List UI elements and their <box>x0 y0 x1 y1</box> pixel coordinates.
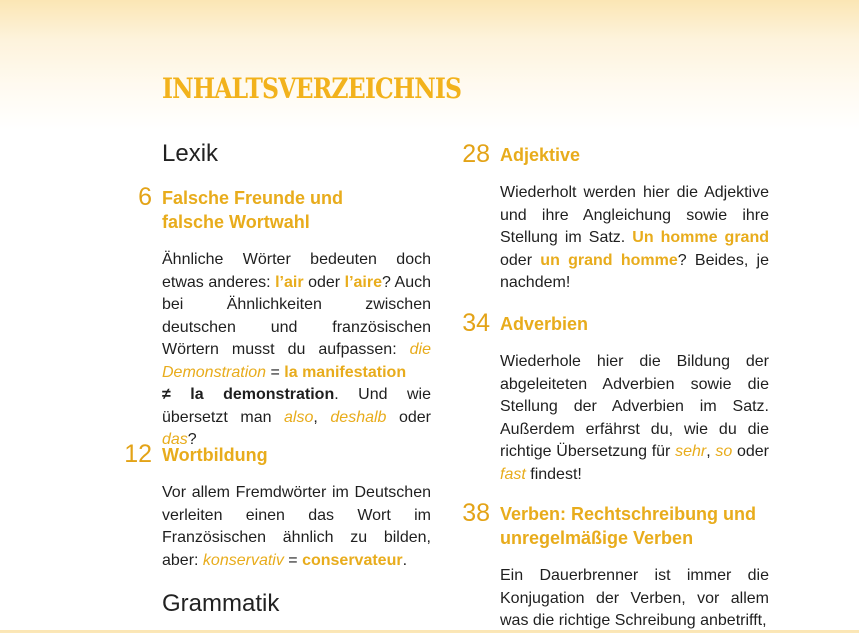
example-term-italic: sehr <box>675 443 707 460</box>
text-run: = <box>266 363 285 381</box>
entry-heading <box>500 502 769 550</box>
text-run: Wiederholt werden hier die Adjektive und ihre Angleichung sowie ihre Stellung im Satz. <box>500 184 769 246</box>
text-run: , <box>313 408 331 426</box>
page-number: 38 <box>462 499 490 527</box>
entry-heading-line: Falsche Freunde und <box>162 188 344 208</box>
text-run: Wiederhole hier die Bildung der abgeleiteten Adverbien sowie die Stellung der Adverbien im Satz. Außerdem erfährst du, wie du die richtige Übersetzung für <box>500 353 769 460</box>
text-run: findest! <box>525 465 582 483</box>
example-term: la manifestation <box>284 363 407 381</box>
example-term-italic: deshalb <box>330 408 387 426</box>
example-term-italic: also <box>284 408 314 426</box>
entry-heading-line: unregelmäßige Verben <box>500 528 694 548</box>
example-term-bold: la demonstration <box>190 386 335 403</box>
page-number: 28 <box>462 140 490 168</box>
example-term: conservateur <box>302 551 403 569</box>
entry-heading <box>162 186 431 234</box>
entry-description <box>162 482 431 572</box>
entry-heading: Wortbildung <box>162 445 268 465</box>
entry-heading-line: falsche Wortwahl <box>162 212 310 232</box>
example-term-italic: fast <box>500 465 526 483</box>
text-run: Ähnliche Wörter bedeuten doch etwas anderes: <box>162 251 431 291</box>
example-term-italic: das <box>162 431 188 448</box>
page-number: 12 <box>124 440 152 468</box>
toc-entry-12[interactable] <box>124 440 431 572</box>
toc-entry-38[interactable] <box>462 499 769 633</box>
text-run: . Und wie übersetzt man <box>162 386 431 426</box>
page-number: 34 <box>462 309 490 337</box>
entry-description <box>500 351 769 486</box>
text-run: oder <box>500 251 541 269</box>
toc-entry-28[interactable] <box>462 140 770 295</box>
example-term: l’aire <box>344 273 382 291</box>
text-run: oder <box>732 443 770 460</box>
text-run: oder <box>386 408 432 426</box>
example-term-italic: so <box>715 443 733 460</box>
example-term: Un homme grand <box>632 229 770 246</box>
example-term: un grand homme <box>540 251 678 269</box>
page-number: 6 <box>138 183 152 211</box>
example-term-italic: die Demonstration <box>162 341 431 381</box>
text-run: ? Beides, je nachdem! <box>500 251 769 291</box>
example-term-italic: konservativ <box>202 551 284 569</box>
section-heading-grammatik: Grammatik <box>162 590 280 617</box>
entry-description <box>162 249 431 452</box>
text-run: = <box>283 551 303 569</box>
text-run: oder <box>303 273 345 291</box>
text-run: . <box>402 551 408 569</box>
page-title: INHALTSVERZEICHNIS <box>162 72 462 105</box>
section-heading-lexik: Lexik <box>162 140 219 167</box>
toc-entry-6[interactable] <box>138 183 432 452</box>
text-run: ? Auch bei Ähnlichkeiten zwischen deutschen und französischen Wörtern musst du aufpassen: <box>162 273 432 358</box>
text-run: Ein Dauerbrenner ist immer die Konjugation der Verben, vor allem was die richtige Schreibung anbetrifft, <box>500 567 769 629</box>
entry-heading: Adjektive <box>500 145 581 165</box>
entry-description <box>500 182 769 295</box>
toc-entry-34[interactable] <box>462 309 770 486</box>
text-run: Vor allem Fremdwörter im Deutschen verleiten einen das Wort im Französischen ähnlich zu bilden, aber: <box>162 484 431 569</box>
entry-heading: Adverbien <box>500 314 589 334</box>
entry-heading-line: Verben: Rechtschreibung und <box>500 504 757 524</box>
example-term: l’air <box>275 273 304 291</box>
text-run: ≠ <box>162 386 191 403</box>
text-run: ? <box>187 431 197 448</box>
entry-description <box>500 565 769 633</box>
text-run: , <box>706 443 716 460</box>
